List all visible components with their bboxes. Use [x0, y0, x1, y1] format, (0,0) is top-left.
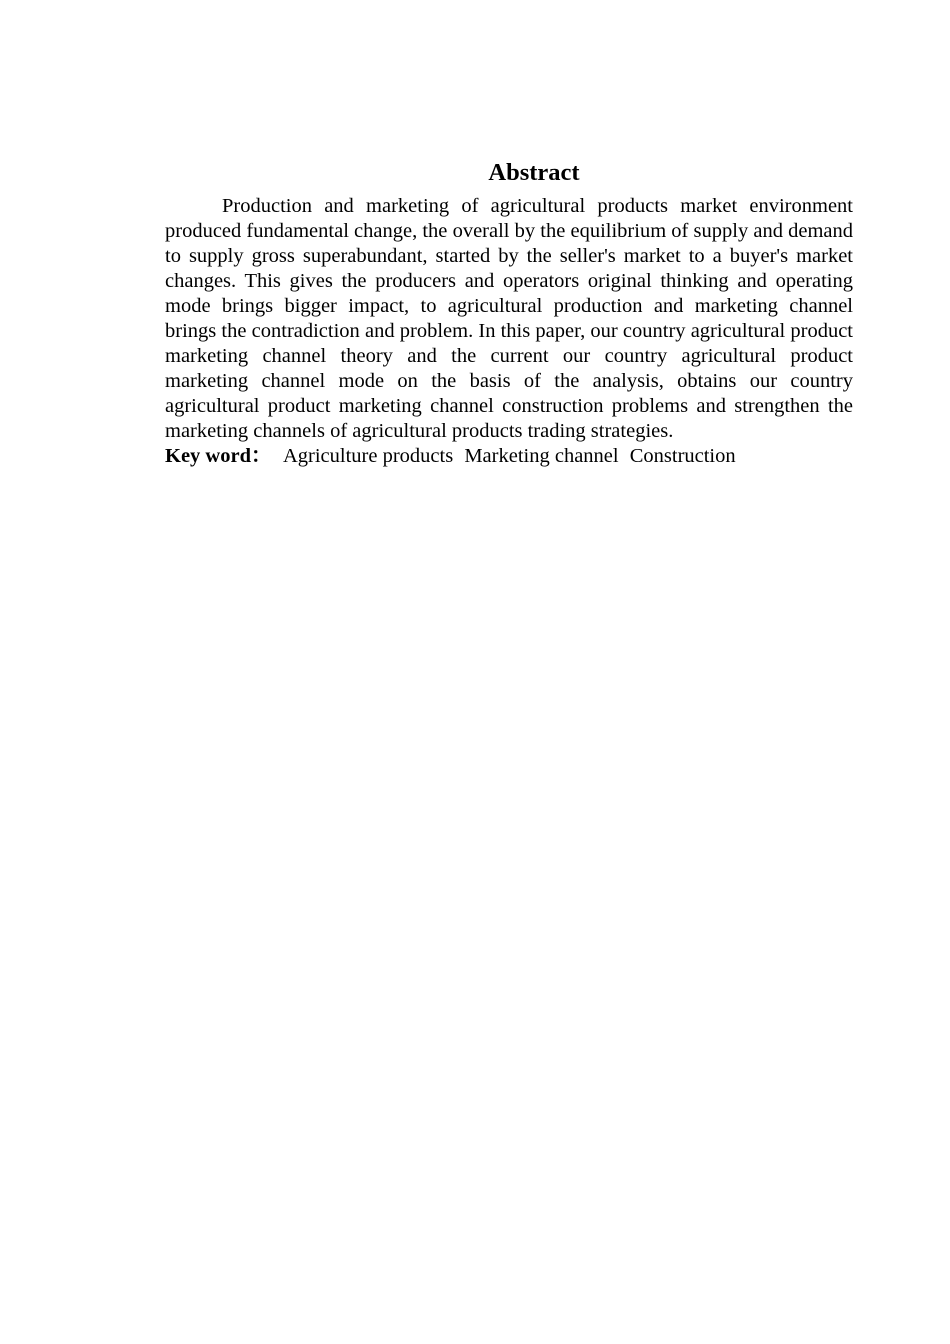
keywords-separator: ： [250, 445, 272, 467]
keywords-line [165, 444, 853, 469]
abstract-body: Production and marketing of agricultural products market environment produced fundamental change, the overall by the equilibrium of supply and demand to supply gross superabundant, started by the seller's market to a buyer's market changes. This gives the producers and operators original thinking and operating mode brings bigger impact, to agricultural production and marketing channel brings the contradiction and problem. In this paper, our country agricultural product marketing channel theory and the current our country agricultural product marketing channel mode on the basis of the analysis, obtains our country agricultural product marketing channel construction problems and strengthen the marketing channels of agricultural products trading strategies. [165, 195, 853, 442]
abstract-section [165, 158, 853, 469]
keyword-item: Marketing channel [464, 445, 619, 467]
keywords-label: Key word [165, 445, 251, 467]
keyword-item: Construction [629, 445, 736, 467]
abstract-title: Abstract [488, 159, 580, 186]
keyword-item: Agriculture products [282, 445, 454, 467]
